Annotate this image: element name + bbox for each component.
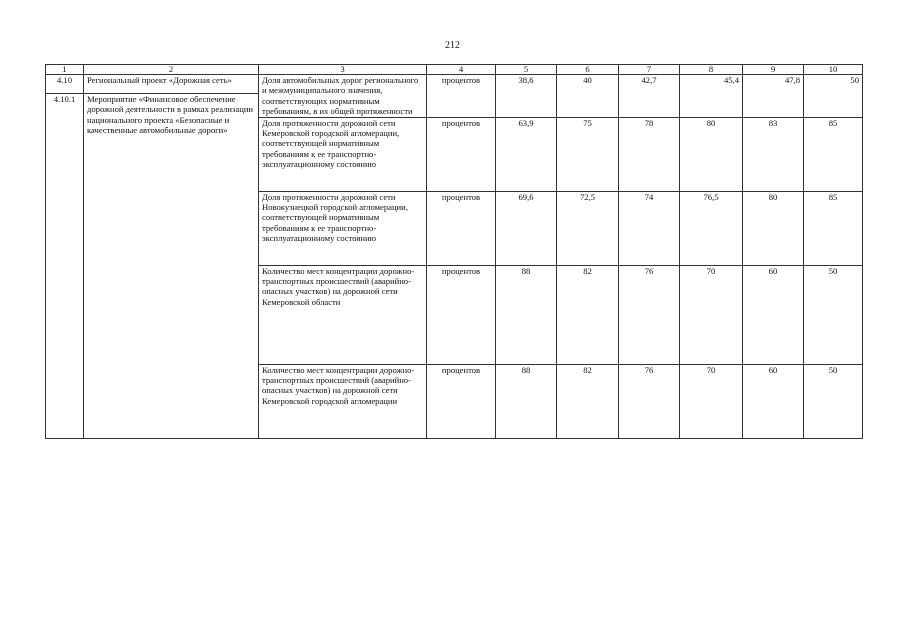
header-cell: 9 bbox=[743, 65, 804, 75]
value-cell: 38,6 bbox=[496, 75, 557, 118]
unit-cell: процентов bbox=[427, 75, 496, 118]
value-cell: 76,5 bbox=[680, 191, 743, 265]
indicator-cell: Доля протяженности дорожной сети Новокузнецкой городской агломерации, соответствующей нормативным требованиям к ее транспортно-эксплуатационному состоянию bbox=[259, 191, 427, 265]
value-cell: 60 bbox=[743, 364, 804, 438]
value-cell: 76 bbox=[619, 265, 680, 364]
header-row bbox=[46, 65, 863, 75]
value-cell: 88 bbox=[496, 364, 557, 438]
header-cell: 3 bbox=[259, 65, 427, 75]
measure-name: Мероприятие «Финансовое обеспечение дорожной деятельности в рамках реализации национального проекта «Безопасные и качественные автомобильные дороги» bbox=[84, 94, 259, 439]
header-cell: 7 bbox=[619, 65, 680, 75]
unit-cell: процентов bbox=[427, 265, 496, 364]
table-row bbox=[46, 75, 863, 94]
header-cell: 5 bbox=[496, 65, 557, 75]
unit-cell: процентов bbox=[427, 117, 496, 191]
measure-code: 4.10.1 bbox=[46, 94, 84, 439]
header-cell: 1 bbox=[46, 65, 84, 75]
value-cell: 75 bbox=[557, 117, 619, 191]
header-cell: 6 bbox=[557, 65, 619, 75]
indicator-cell: Доля автомобильных дорог регионального и межмуниципального значения, соответствующих нормативным требованиям, в их общей протяженности bbox=[259, 75, 427, 118]
value-cell: 85 bbox=[804, 117, 863, 191]
value-cell: 82 bbox=[557, 364, 619, 438]
indicator-cell: Количество мест концентрации дорожно-транспортных происшествий (аварийно-опасных участков) на дорожной сети Кемеровской городской агломерации bbox=[259, 364, 427, 438]
project-code: 4.10 bbox=[46, 75, 84, 94]
indicator-cell: Количество мест концентрации дорожно-транспортных происшествий (аварийно-опасных участков) на дорожной сети Кемеровской области bbox=[259, 265, 427, 364]
value-cell: 80 bbox=[743, 191, 804, 265]
value-cell: 70 bbox=[680, 364, 743, 438]
unit-cell: процентов bbox=[427, 364, 496, 438]
value-cell: 72,5 bbox=[557, 191, 619, 265]
header-cell: 2 bbox=[84, 65, 259, 75]
value-cell: 60 bbox=[743, 265, 804, 364]
value-cell: 45,4 bbox=[680, 75, 743, 118]
indicators-table bbox=[45, 64, 863, 439]
value-cell: 42,7 bbox=[619, 75, 680, 118]
value-cell: 40 bbox=[557, 75, 619, 118]
value-cell: 76 bbox=[619, 364, 680, 438]
unit-cell: процентов bbox=[427, 191, 496, 265]
value-cell: 50 bbox=[804, 75, 863, 118]
header-cell: 8 bbox=[680, 65, 743, 75]
value-cell: 83 bbox=[743, 117, 804, 191]
value-cell: 63,9 bbox=[496, 117, 557, 191]
value-cell: 70 bbox=[680, 265, 743, 364]
value-cell: 88 bbox=[496, 265, 557, 364]
value-cell: 85 bbox=[804, 191, 863, 265]
indicator-cell: Доля протяженности дорожной сети Кемеровской городской агломерации, соответствующей нормативным требованиям к ее транспортно-эксплуатационному состоянию bbox=[259, 117, 427, 191]
value-cell: 47,8 bbox=[743, 75, 804, 118]
value-cell: 69,6 bbox=[496, 191, 557, 265]
header-cell: 10 bbox=[804, 65, 863, 75]
value-cell: 78 bbox=[619, 117, 680, 191]
value-cell: 80 bbox=[680, 117, 743, 191]
value-cell: 50 bbox=[804, 265, 863, 364]
header-cell: 4 bbox=[427, 65, 496, 75]
value-cell: 74 bbox=[619, 191, 680, 265]
value-cell: 50 bbox=[804, 364, 863, 438]
project-name: Региональный проект «Дорожная сеть» bbox=[84, 75, 259, 94]
page-number: 212 bbox=[445, 40, 460, 51]
value-cell: 82 bbox=[557, 265, 619, 364]
